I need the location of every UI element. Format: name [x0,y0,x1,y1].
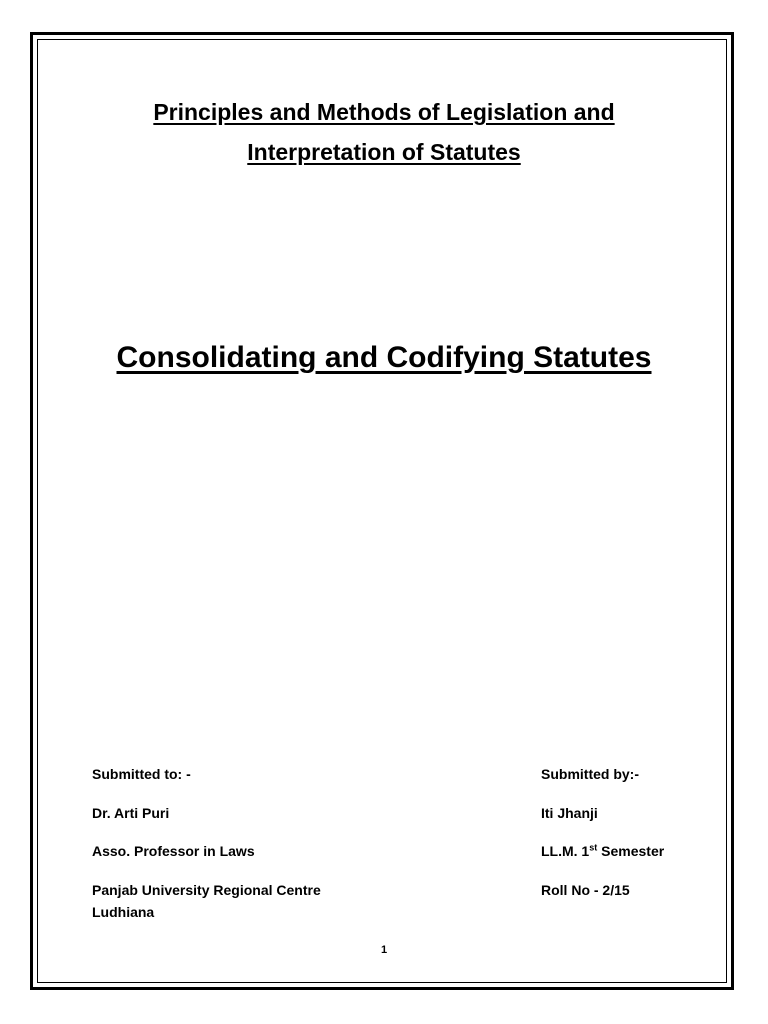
submitted-to-designation: Asso. Professor in Laws [92,843,255,859]
submitted-to-label: Submitted to: - [92,766,191,782]
submitted-by-label: Submitted by:- [541,766,639,782]
submitted-by-roll-no: Roll No - 2/15 [541,882,630,898]
course-prefix: LL.M. 1 [541,843,590,859]
topic-title: Consolidating and Codifying Statutes [116,341,652,374]
submitted-by-course [541,840,664,862]
submitted-to-name: Dr. Arti Puri [92,805,170,821]
submitted-to-institution-line1: Panjab University Regional Centre [92,882,321,898]
course-suffix: Semester [597,843,665,859]
course-title-line1: Principles and Methods of Legislation and [153,99,615,125]
course-superscript: st [589,842,598,853]
course-title-line2: Interpretation of Statutes [247,139,521,165]
submitted-by-name: Iti Jhanji [541,805,598,821]
submitted-to-institution-line2: Ludhiana [92,904,155,920]
page-number: 1 [380,944,388,956]
